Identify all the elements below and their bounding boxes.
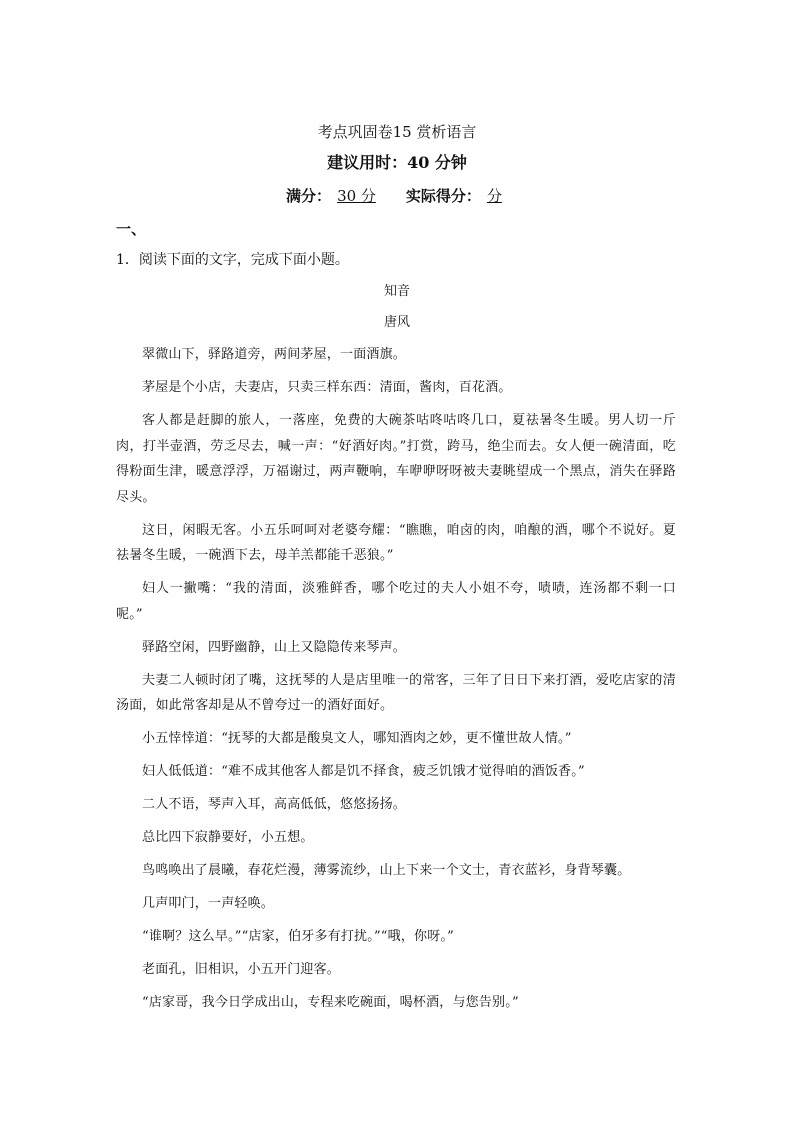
paragraph: 茅屋是个小店，夫妻店，只卖三样东西：清面，酱肉，百花酒。 bbox=[142, 380, 512, 395]
story-title: 知音 bbox=[383, 284, 410, 299]
actual-score-value: 分 bbox=[486, 187, 502, 205]
paragraph: 夫妻二人顿时闭了嘴，这抚琴的人是店里唯一的常客，三年了日日下来打酒，爱吃店家的清汤面，如此常客却是从不曾夸过一的酒好面好。 bbox=[116, 672, 676, 713]
paragraph: 二人不语，琴声入耳，高高低低，悠悠扬扬。 bbox=[142, 797, 407, 812]
paragraph: 妇人一撇嘴：“我的清面，淡雅鲜香，哪个吃过的夫人小姐不夸，啧啧，连汤都不剩一口呢。” bbox=[116, 581, 676, 622]
paragraph: 几声叩门，一声轻唤。 bbox=[142, 896, 275, 911]
paragraph: 总比四下寂静要好，小五想。 bbox=[142, 830, 314, 845]
paragraph: 客人都是赶脚的旅人，一落座，免费的大碗茶咕咚咕咚几口，夏祛暑冬生暖。男人切一斤肉，打半壶酒，劳乏尽去，喊一声：“好酒好肉。”打赏，跨马，绝尘而去。女人便一碗清面，吃得粉面生津，暖意浮浮，万福谢过，两声鞭响，车咿咿呀呀被夫妻眺望成一个黑点，消失在驿路尽头。 bbox=[116, 413, 676, 505]
paragraph: 老面孔，旧相识，小五开门迎客。 bbox=[142, 962, 341, 977]
suggested-time: 建议用时：40 分钟 bbox=[327, 153, 467, 172]
story-body bbox=[116, 342, 676, 1023]
document-title: 考点巩固卷15 赏析语言 bbox=[317, 123, 477, 141]
paragraph: 这日，闲暇无客。小五乐呵呵对老婆夸耀：“瞧瞧，咱卤的肉，咱酿的酒，哪个不说好。夏祛暑冬生暖，一碗酒下去，母羊羔都能千恶狼。” bbox=[116, 522, 676, 563]
paragraph: “店家哥，我今日学成出山，专程来吃碗面，喝杯酒，与您告别。” bbox=[142, 995, 519, 1010]
story-author: 唐风 bbox=[383, 315, 410, 330]
actual-score-label: 实际得分： bbox=[405, 187, 481, 205]
full-score-value: 30 分 bbox=[337, 187, 376, 205]
paragraph: 驿路空闲，四野幽静，山上又隐隐传来琴声。 bbox=[142, 639, 407, 655]
score-line bbox=[0, 185, 794, 207]
paragraph: 小五悻悻道：“抚琴的大都是酸臭文人，哪知酒肉之妙，更不懂世故人情。” bbox=[142, 731, 572, 746]
paragraph: “谁啊？这么早。”“店家，伯牙多有打扰。”“哦，你呀。” bbox=[142, 929, 454, 944]
section-number: 一、 bbox=[116, 220, 147, 238]
paragraph: 翠微山下，驿路道旁，两间茅屋，一面酒旗。 bbox=[142, 347, 407, 362]
question-prompt: 1．阅读下面的文字，完成下面小题。 bbox=[116, 252, 349, 268]
full-score-label: 满分： bbox=[286, 187, 332, 205]
paragraph: 妇人低低道：“难不成其他客人都是饥不择食，疲乏饥饿才觉得咱的酒饭香。” bbox=[142, 764, 585, 779]
paragraph: 鸟鸣唤出了晨曦，春花烂漫，薄雾流纱，山上下来一个文士，青衣蓝衫，身背琴囊。 bbox=[142, 863, 631, 878]
